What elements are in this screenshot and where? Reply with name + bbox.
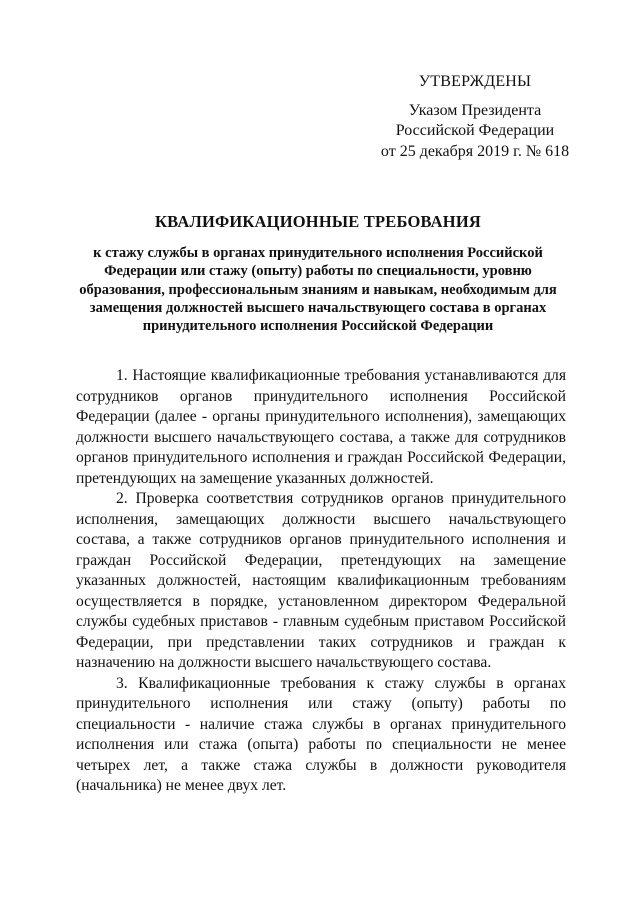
approval-heading: УТВЕРЖДЕНЫ — [418, 73, 532, 90]
document-body — [76, 366, 566, 797]
approval-date-line: от 25 декабря 2019 г. № 618 — [380, 142, 570, 160]
document-subtitle: к стажу службы в органах принудительного исполнения Российской Федерации или стажу (опыту) работы по специальности, уровню образования, профессиональным знаниям и навыкам, необходимым для замещения должностей высшего начальствующего состава в органах принудительного исполнения Российской Федерации — [79, 245, 557, 335]
document-title: КВАЛИФИКАЦИОННЫЕ ТРЕБОВАНИЯ — [155, 212, 481, 231]
approval-country-line: Российской Федерации — [395, 122, 555, 139]
paragraph-3: 3. Квалификационные требования к стажу службы в органах принудительного исполнения или стажу (опыту) работы по специальности - наличие стажа службы в органах принудительного исполнения или стажа (опыта) работы по специальности не менее четырех лет, а также стажа службы в должности руководителя (начальника) не менее двух лет. — [76, 674, 566, 794]
paragraph-2: 2. Проверка соответствия сотрудников органов принудительного исполнения, замещающих должности высшего начальствующего состава, а также сотрудников органов принудительного исполнения и граждан Российской Федерации, претендующих на замещение указанных должностей, настоящим квалификационным требованиям осуществляется в порядке, установленном директором Федеральной службы судебных приставов - главным судебным приставом Российской Федерации, при представлении таких сотрудников и граждан к назначению на должности высшего начальствующего состава. — [76, 490, 566, 671]
document-title-block — [68, 212, 568, 335]
approval-block — [360, 72, 590, 162]
approval-decree-line: Указом Президента — [408, 101, 542, 119]
paragraph-1: 1. Настоящие квалификационные требования устанавливаются для сотрудников органов принудительного исполнения Российской Федерации (далее - органы принудительного исполнения), замещающих должности высшего начальствующего состава, а также для сотрудников органов принудительного исполнения и граждан Российской Федерации, претендующих на замещение указанных должностей. — [76, 367, 566, 487]
